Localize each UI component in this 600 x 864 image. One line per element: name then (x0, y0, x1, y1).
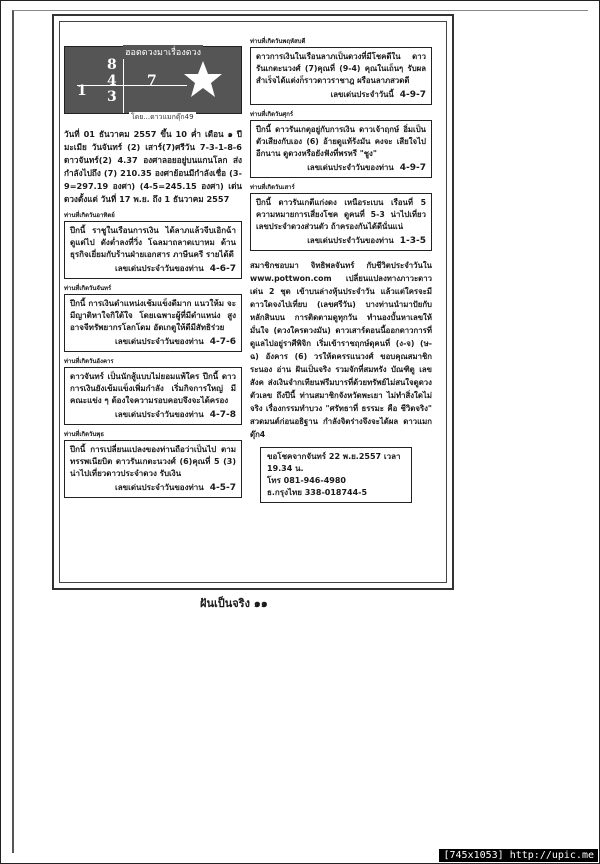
lucky-number: 4-7-6 (209, 337, 236, 347)
lucky-number: 4-9-7 (399, 90, 426, 100)
horoscope-box (250, 193, 432, 251)
page-footer: ฝันเป็นจริง ๑๑ (200, 597, 268, 610)
lucky-number: 4-7-8 (209, 410, 236, 420)
day-label: ท่านที่เกิดวันพุธ (64, 431, 105, 438)
day-label: ท่านที่เกิดวันอังคาร (64, 358, 114, 365)
lotto-logo (64, 46, 242, 121)
contact-bank: ธ.กรุงไทย 338-018744-5 (267, 488, 368, 497)
lucky-label: เลขเด่นประจำวันของท่าน (307, 236, 394, 245)
horoscope-text: ปีกนี้ ดาวรันเกตีแก่งดง เหนือระเบน เรือนที่ 5 ความหมายการเสี่ยงโชค ดูคนที่ 5-3 น่าไปเที่ยว เลขประจำดวงส่วนตัว ถ้าครองกันได้ดีนั่นแน่ (256, 198, 426, 231)
horoscope-box (64, 294, 242, 352)
horoscope-section (64, 429, 242, 498)
grid-digit: 1 (77, 83, 87, 99)
horoscope-text: ปีกนี้ ราชูในเรือนการเงิน ได้ลาภแล้วจีบเอิกฉ้า ดูแต่ไป ดังต่ำลงที่วิ่ง โฉลมาถลาดเบาหม ด้าน ธุรกิจเยี่ยมกับร้านฝ่ายเอกสาร ภาษีนครี รายได้ดี (70, 226, 236, 259)
horoscope-box (64, 440, 242, 498)
grid-digit: 4 (107, 73, 117, 89)
horoscope-section (250, 109, 432, 178)
horoscope-text: ดาวการเงินในเรือนลาภเป็นดวงที่มีโชคดีใน ดาวรันเกตะนวงศ์ (7)คุณที่ (9-4) คุณในเถ็นๆ รับผลสำเร็จได้แต่งก็ราวดาวราชาฎ ผรือนลาภสวดดี (256, 52, 426, 85)
left-column (64, 32, 242, 498)
newspaper-page (52, 14, 454, 590)
lucky-number: 4-6-7 (209, 264, 236, 274)
lucky-number-line (70, 336, 236, 348)
horoscope-text: ปีกนี้ ดาวรันเกตุอยู่กับการเงิน ดาวเจ้าฤกษ์ อิ่มเป็นตัวเสียงกับเอง (6) อ้ายดูแท้ร้งมัน คงจะ เสียใจไปอีกนาน ดูดวงหรือยังฟังที่พรหรี "ชูง" (256, 125, 426, 158)
grid-digit: 8 (107, 57, 117, 73)
lucky-label: เลขเด่นประจำวันของท่าน (307, 163, 394, 172)
horoscope-box (250, 47, 432, 105)
horoscope-section (64, 210, 242, 279)
contact-line: ขอโชคจากจันทร์ 22 พ.ย.2557 เวลา 19.34 น. (267, 452, 401, 473)
lucky-number: 4-5-7 (209, 483, 236, 493)
day-label: ท่านที่เกิดวันจันทร์ (64, 285, 112, 292)
lucky-number: 1-3-5 (399, 236, 426, 246)
contact-box (260, 447, 412, 503)
grid-line-horizontal (77, 85, 187, 86)
day-label: ท่านที่เกิดวันศุกร์ (250, 111, 294, 118)
lucky-number-line (256, 162, 426, 174)
day-label: ท่านที่เกิดวันเสาร์ (250, 184, 295, 191)
horoscope-text: ดาวจันทร์ เป็นนักสู้แบบไม่ยอมแพ้ใคร ปีกนี้ ดาวการเงินยังเข้มแข็งเพิ่มกำลัง เริ่มกิจการใหญ่ มีคณะแข่ง ๆ ต้องใจความรอบคอบจึงจะได้ครอง (70, 372, 236, 405)
grid-line-vertical (123, 59, 124, 113)
watermark: [745x1053] http://upic.me (439, 849, 598, 862)
right-column (250, 32, 432, 503)
lucky-number-line (70, 263, 236, 275)
horoscope-section (250, 182, 432, 251)
horoscope-section (64, 283, 242, 352)
contact-phone: โทร 081-946-4980 (267, 476, 346, 485)
lucky-label: เลขเด่นประจำวันนี้ (330, 90, 394, 99)
lucky-label: เลขเด่นประจำวันของท่าน (115, 410, 204, 419)
horoscope-box (64, 367, 242, 425)
article-text: สมาชิกชอบมา จิทธิพลจันทร์ กับชีวิตประจำวันใน www.pottwon.com เปลี่ยนแปลงทางภาวะดาวเด่น 2 ชุด เข้าบนล่างหุ้นประจำวัน แล้วแต่ใครจะมีดาวใดจงไปเที่ยบ (เลขศรีวัน) บางท่านนำมาปัยกับหลักสินบน การติดตามดูทุกวัน ทำนองบั้นหาเลขให้มั่นใจ (ดวงใครดวงมัน) ดาวเสาร์ดอนนี้ออกดาวการที่ดูแลไปอยู่ราศีพิจิก เริ่มเข้าราชฤกษ์ดุคนที่ (ง-จ) (ษ-ฉ) อังคาร (6) วรให้ดครรแนวงศ์ ขอบคุณสมาชิกระนอง อ่าน ฝันเป็นจริง รวมจักที่สมทรัง บัณฑิตู เลขสังค ส่งเงินจำกเทียนฟรีมบารที่ด้วยทรัพย์ไม่สนใจดูดวง ตัวเลข ถึงปีนี้ ท่านสมาชิกจังหวัดพะเยา ไม่ทำสิ่งใดไม่จริง เรื่องกรรมทำบวง "ศรัทธาที่ ธรรมะ คือ ชีวิตจริง" สวดมนต์ก่อนอธิฐาน กำลังจิตร่างจึงจะได้ผล ดาวแมกดุ๊ก4 (250, 261, 432, 439)
horoscope-box (250, 120, 432, 178)
lucky-number-line (256, 235, 426, 247)
logo-title: ฮอตดวงมาเรื่องดวง (123, 45, 203, 59)
lucky-label: เลขเด่นประจำวันของท่าน (115, 483, 204, 492)
lotto-grid (71, 53, 181, 107)
grid-digit: 3 (107, 89, 117, 105)
lucky-number: 4-9-7 (399, 163, 426, 173)
horoscope-section (64, 356, 242, 425)
lucky-number-line (256, 89, 426, 101)
lucky-number-line (70, 409, 236, 421)
horoscope-text: ปีกนี้ การเปลี่ยนแปลงของท่านถือว่าเป็นไป ตามทรรพเนียบิต ดาวรันเกตะนวงศ์ (6)คุณที่ 5 (3) น่าไปเที่ยวดาวประจำดวง รับเงิน (70, 445, 236, 478)
horoscope-box (64, 221, 242, 279)
star-icon (183, 59, 223, 99)
lucky-label: เลขเด่นประจำวันของท่าน (115, 264, 204, 273)
intro-text: วันที่ 01 ธันวาคม 2557 ขึ้น 10 ค่ำ เดือน ๑ ปีมะเมีย วันจันทร์ (2) เสาร์(7)ศรีวัน 7-3-1-8-6 ดาวจันทร์(2) 4.37 องศาลอยอยู่บนแกนโลก ส่งกำลังไปถึง (7) 210.35 องศาย้อนมีกำลังเชื่อ (3-9=297.19 องศา) (4-5=245.15 องศา) เด่น ดวงตั้งแต่ วันที่ 17 พ.ย. ถึง 1 ธันวาคม 2557 (64, 129, 242, 204)
lucky-number-line (70, 482, 236, 494)
right-horoscope-list (250, 36, 432, 251)
day-label: ท่านที่เกิดวันอาทิตย์ (64, 212, 115, 219)
horoscope-text: ปีกนี้ การเงินดำแหน่งเช้มแข็งดีมาก แนวให้ม จะมีญาติหาใจกิใต้ใจ โดยเฉพาะผู้ที่มีดำแหน่ง สูงอาจจีทรัพยากรโลกโดม อัตเกตูให้ดีมีสัทธิร่วย (70, 299, 236, 332)
day-label: ท่านที่เกิดวันพฤหัสบดี (250, 38, 306, 45)
left-horoscope-list (64, 210, 242, 498)
lucky-label: เลขเด่นประจำวันของท่าน (115, 337, 204, 346)
horoscope-section (250, 36, 432, 105)
grid-digit: 7 (147, 73, 157, 89)
logo-subtitle: โดย...ดาวแมกดุ๊ก49 (131, 113, 194, 121)
